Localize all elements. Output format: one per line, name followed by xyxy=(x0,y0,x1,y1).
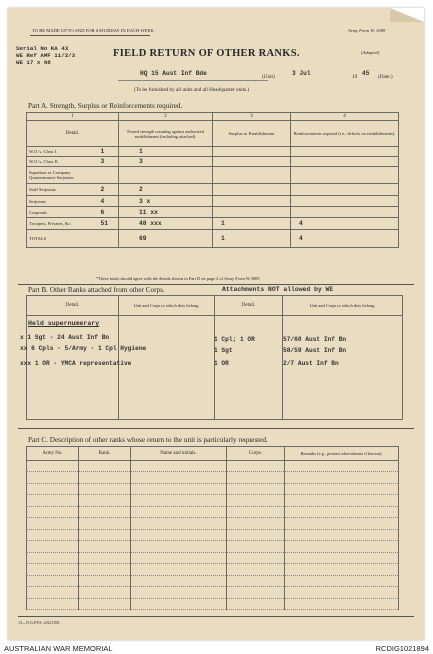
part-c-blank-cell xyxy=(27,506,79,518)
top-note: TO BE MADE UP TO AND FOR SATURDAY IN EACH WEEK. xyxy=(32,28,155,33)
part-c-blank-cell xyxy=(227,495,285,507)
date-label: (Date.) xyxy=(378,74,393,80)
serial-line-3: WE 17 x 68 xyxy=(16,59,51,66)
col-number-3: 3 xyxy=(213,113,291,121)
part-b-separator xyxy=(18,284,414,285)
folded-corner xyxy=(390,8,424,22)
furnished-note: (To be furnished by all units and all Headquarter units.) xyxy=(134,87,250,93)
part-c-blank-cell xyxy=(79,460,131,472)
unit-value: HQ 15 Aust Inf Bde xyxy=(140,70,207,77)
part-c-blank-cell xyxy=(27,529,79,541)
part-c-blank-cell xyxy=(285,552,399,564)
part-b-table xyxy=(26,295,403,420)
row-posted-strength: 48 xxx xyxy=(119,218,213,230)
row-detail: W.O.'s, Class I. xyxy=(27,147,99,157)
part-b-body-row xyxy=(27,316,403,420)
part-a-footnote: *These totals should agree with the details shown in Part D on page 2 of Army Form W.3009. xyxy=(96,276,261,281)
row-posted-strength: 3 x xyxy=(119,196,213,207)
part-c-blank-cell xyxy=(79,506,131,518)
part-c-blank-cell xyxy=(285,460,399,472)
part-c-blank-cell xyxy=(285,587,399,599)
part-c-heading: Part C. Description of other ranks whose return to the unit is particularly requested. xyxy=(28,436,268,444)
part-c-blank-cell xyxy=(227,564,285,576)
part-c-blank-cell xyxy=(227,472,285,484)
part-c-body xyxy=(26,460,399,610)
part-c-blank-cell xyxy=(79,541,131,553)
part-b-heading: Part B. Other Ranks attached from other Corps. xyxy=(28,286,165,294)
row-establishment: 1 xyxy=(99,147,119,157)
row-reinforcements xyxy=(291,157,399,167)
part-a-body xyxy=(26,146,399,248)
part-a-number-row xyxy=(27,113,399,121)
part-c-blank-row xyxy=(27,552,399,564)
part-c-blank-cell xyxy=(27,564,79,576)
row-reinforcements: 4 xyxy=(291,218,399,230)
part-c-header-row xyxy=(27,447,399,461)
part-c-blank-cell xyxy=(285,495,399,507)
part-c-blank-cell xyxy=(285,518,399,530)
row-establishment: 2 xyxy=(99,184,119,196)
row-reinforcements xyxy=(291,196,399,207)
part-c-blank-cell xyxy=(131,564,227,576)
row-establishment: 3 xyxy=(99,157,119,167)
row-surplus xyxy=(213,184,291,196)
part-a-row xyxy=(27,196,399,207)
row-establishment xyxy=(99,230,119,248)
part-b-right-detail-1: 1 Cpl; 1 OR xyxy=(214,336,255,343)
part-a-header-row xyxy=(27,121,399,147)
part-c-blank-cell xyxy=(79,472,131,484)
part-b-header-detail-right: Detail. xyxy=(215,296,283,316)
part-c-blank-cell xyxy=(285,506,399,518)
row-surplus xyxy=(213,196,291,207)
row-reinforcements xyxy=(291,207,399,218)
col-number-1: 1 xyxy=(27,113,119,121)
part-c-header-name: Name and initials. xyxy=(131,447,227,461)
part-c-blank-cell xyxy=(27,472,79,484)
part-a-row xyxy=(27,207,399,218)
header-reinforcements: Reinforcements required (i.e., deficits on establishments). xyxy=(291,121,399,147)
part-c-blank-cell xyxy=(131,518,227,530)
adapted-label: (Adapted) xyxy=(361,50,380,55)
row-detail: Staff Serjeants xyxy=(27,184,99,196)
part-b-header-detail-left: Detail. xyxy=(27,296,119,316)
row-detail: W.O.'s, Class II. xyxy=(27,157,99,167)
row-detail: TOTALS xyxy=(27,230,99,248)
part-c-blank-cell xyxy=(79,564,131,576)
part-c-blank-cell xyxy=(131,483,227,495)
part-c-blank-cell xyxy=(131,506,227,518)
row-surplus: 1 xyxy=(213,218,291,230)
row-surplus xyxy=(213,207,291,218)
part-c-blank-cell xyxy=(131,575,227,587)
part-c-blank-row xyxy=(27,518,399,530)
part-c-header-remarks: Remarks (e.g., present whereabouts if known). xyxy=(285,447,399,461)
part-c-blank-cell xyxy=(227,552,285,564)
part-c-blank-cell xyxy=(227,506,285,518)
part-c-blank-cell xyxy=(79,575,131,587)
part-b-header-row xyxy=(27,296,403,316)
document-page xyxy=(8,8,424,640)
row-surplus xyxy=(213,157,291,167)
part-c-blank-cell xyxy=(227,541,285,553)
row-detail: Serjeants xyxy=(27,196,99,207)
year-value: 45 xyxy=(362,70,370,77)
col-number-2: 2 xyxy=(119,113,213,121)
header-posted-strength: Posted strength counting against authorized establishment (including attached). xyxy=(119,121,213,147)
row-establishment: 4 xyxy=(99,196,119,207)
part-b-right-unit-2: 58/59 Aust Inf Bn xyxy=(283,347,347,354)
row-posted-strength: 3 xyxy=(119,157,213,167)
part-c-blank-cell xyxy=(131,529,227,541)
part-a-row xyxy=(27,218,399,230)
part-c-blank-cell xyxy=(227,460,285,472)
part-c-blank-cell xyxy=(227,575,285,587)
part-c-blank-row xyxy=(27,598,399,610)
part-b-right-unit-1: 57/60 Aust Inf Bn xyxy=(283,336,347,343)
part-a-row xyxy=(27,230,399,248)
row-posted-strength: 11 xx xyxy=(119,207,213,218)
part-c-blank-cell xyxy=(27,552,79,564)
part-b-right-unit-3: 2/7 Aust Inf Bn xyxy=(283,360,339,367)
part-c-blank-row xyxy=(27,495,399,507)
part-c-blank-cell xyxy=(79,598,131,610)
part-c-blank-cell xyxy=(227,483,285,495)
part-a-row xyxy=(27,167,399,184)
row-surplus: 1 xyxy=(213,230,291,248)
row-surplus xyxy=(213,147,291,157)
part-b-right-detail-2: 1 Sgt xyxy=(214,347,233,354)
part-c-blank-cell xyxy=(131,541,227,553)
row-posted-strength: 69 xyxy=(119,230,213,248)
row-detail: Troopers, Privates, &c. xyxy=(27,218,99,230)
row-surplus xyxy=(213,167,291,184)
unit-dotted-line xyxy=(118,80,268,81)
part-b-header-unit-right: Unit and Corps to which they belong. xyxy=(283,296,403,316)
row-reinforcements xyxy=(291,147,399,157)
row-posted-strength: 1 xyxy=(119,147,213,157)
part-c-blank-cell xyxy=(227,587,285,599)
part-c-blank-cell xyxy=(27,541,79,553)
part-c-blank-cell xyxy=(285,598,399,610)
part-a-row xyxy=(27,147,399,157)
part-c-blank-cell xyxy=(285,541,399,553)
row-detail: Corporals xyxy=(27,207,99,218)
footer-right-text: RCDIG1021894 xyxy=(375,644,429,653)
part-a-heading: Part A. Strength, Surplus or Reinforcements required. xyxy=(28,102,183,110)
part-c-blank-cell xyxy=(131,598,227,610)
part-c-blank-cell xyxy=(27,598,79,610)
row-establishment: 6 xyxy=(99,207,119,218)
top-note-underline xyxy=(30,35,150,36)
row-reinforcements xyxy=(291,184,399,196)
part-c-blank-cell xyxy=(79,483,131,495)
part-c-header-rank: Rank. xyxy=(79,447,131,461)
part-c-blank-row xyxy=(27,529,399,541)
part-b-right-detail-3: 1 OR xyxy=(214,360,229,367)
part-c-blank-cell xyxy=(131,495,227,507)
part-c-blank-cell xyxy=(27,575,79,587)
part-c-blank-row xyxy=(27,541,399,553)
part-c-table xyxy=(26,446,399,461)
part-c-blank-cell xyxy=(27,518,79,530)
part-c-blank-row xyxy=(27,564,399,576)
unit-label: (Unit) xyxy=(262,74,275,80)
part-c-blank-cell xyxy=(79,587,131,599)
part-c-blank-cell xyxy=(131,460,227,472)
part-c-blank-cell xyxy=(285,472,399,484)
part-c-blank-cell xyxy=(27,460,79,472)
part-c-header-corps: Corps. xyxy=(227,447,285,461)
part-c-blank-row xyxy=(27,483,399,495)
part-b-left-line-3: xxx 1 OR - YMCA representative xyxy=(20,360,132,367)
part-c-blank-cell xyxy=(79,518,131,530)
col-number-4: 4 xyxy=(291,113,399,121)
part-c-blank-cell xyxy=(27,587,79,599)
part-c-blank-cell xyxy=(131,587,227,599)
part-c-blank-cell xyxy=(227,518,285,530)
part-c-blank-row xyxy=(27,472,399,484)
row-establishment: 51 xyxy=(99,218,119,230)
form-title: FIELD RETURN OF OTHER RANKS. xyxy=(113,48,300,59)
row-posted-strength: 2 xyxy=(119,184,213,196)
header-detail: Detail. xyxy=(27,121,119,147)
row-posted-strength xyxy=(119,167,213,184)
part-b-left-line-1: x 1 Sgt - 24 Aust Inf Bn xyxy=(20,334,110,341)
serial-line-1: Serial No KA 43 xyxy=(16,45,69,52)
part-c-blank-cell xyxy=(79,495,131,507)
held-supernumerary-label: Held supernumerary xyxy=(28,320,100,327)
archive-footer xyxy=(0,643,433,654)
row-reinforcements xyxy=(291,167,399,184)
part-c-blank-cell xyxy=(131,472,227,484)
part-c-blank-row xyxy=(27,587,399,599)
serial-line-2: WE Ref AMF 11/2/3 xyxy=(16,52,76,59)
bottom-separator xyxy=(18,616,414,617)
part-c-blank-cell xyxy=(227,598,285,610)
row-reinforcements: 4 xyxy=(291,230,399,248)
part-c-blank-cell xyxy=(131,552,227,564)
date-value: 3 Jul xyxy=(292,70,311,77)
part-c-blank-cell xyxy=(285,529,399,541)
part-c-blank-cell xyxy=(285,483,399,495)
part-b-header-unit-left: Unit and Corps to which they belong. xyxy=(119,296,215,316)
part-c-blank-cell xyxy=(27,495,79,507)
army-form-label: Army Form W. 3009 xyxy=(348,28,386,33)
part-b-typed-heading: Attachments NOT allowed by WE xyxy=(222,286,334,293)
part-c-blank-row xyxy=(27,575,399,587)
part-b-left-line-2: xx 6 Cpls - 5/Army - 1 Cpl Hygiene xyxy=(20,345,147,352)
part-c-blank-cell xyxy=(79,529,131,541)
part-c-blank-row xyxy=(27,506,399,518)
part-c-blank-cell xyxy=(227,529,285,541)
part-c-blank-cell xyxy=(285,575,399,587)
print-note: 13—N.G.P.P.S. 4/42/1001. xyxy=(18,620,61,625)
footer-left-text: AUSTRALIAN WAR MEMORIAL xyxy=(4,644,113,653)
part-c-blank-cell xyxy=(27,483,79,495)
part-c-blank-row xyxy=(27,460,399,472)
header-surplus: Surplus to Establishment xyxy=(213,121,291,147)
part-c-blank-cell xyxy=(285,564,399,576)
row-establishment xyxy=(99,167,119,184)
part-a-table xyxy=(26,112,399,147)
part-c-blank-cell xyxy=(79,552,131,564)
part-a-row xyxy=(27,184,399,196)
part-a-row xyxy=(27,157,399,167)
part-c-header-army-no: Army No. xyxy=(27,447,79,461)
row-detail: Squadron or Company Quartermaster-Serjeants xyxy=(27,167,99,184)
part-c-separator xyxy=(18,428,414,429)
year-prefix: 19 xyxy=(352,74,358,80)
